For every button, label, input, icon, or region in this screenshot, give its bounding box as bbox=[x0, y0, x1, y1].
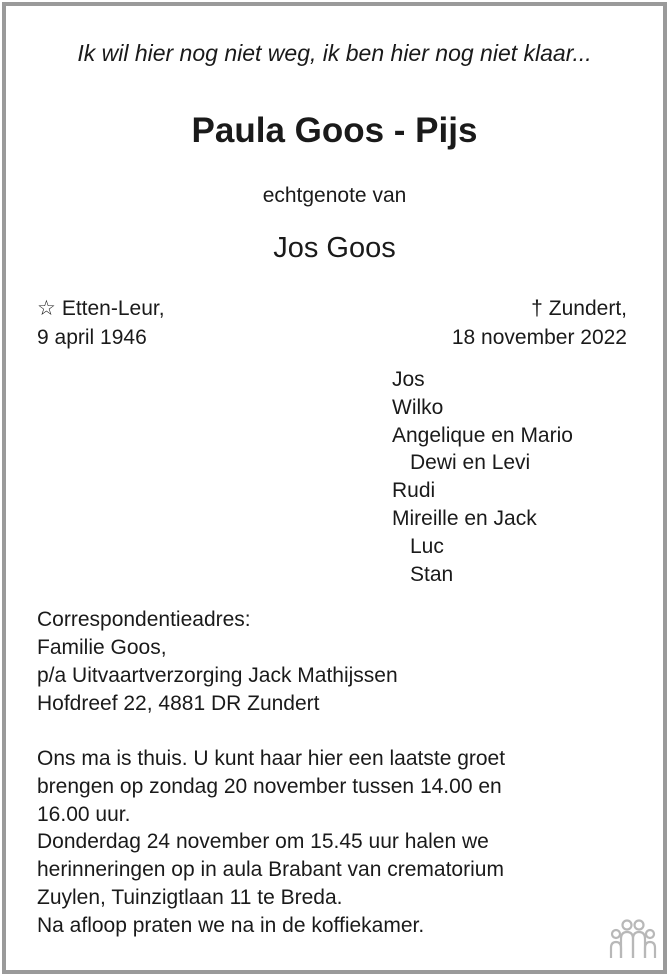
birth-place: Etten-Leur, bbox=[61, 297, 165, 320]
correspondence-line: p/a Uitvaartverzorging Jack Mathijssen bbox=[37, 664, 398, 687]
family-member: Wilko bbox=[392, 395, 444, 419]
correspondence-address bbox=[37, 606, 398, 718]
deceased-name: Paula Goos - Pijs bbox=[191, 111, 478, 150]
message-line: Donderdag 24 november om 15.45 uur halen we bbox=[37, 830, 489, 854]
message-line: 16.00 uur. bbox=[37, 802, 131, 826]
message-line: Ons ma is thuis. U kunt haar hier een laatste groet bbox=[37, 747, 506, 770]
message-line: Zuylen, Tuinzigtlaan 11 te Breda. bbox=[37, 885, 343, 909]
correspondence-line: Correspondentieadres: bbox=[37, 608, 251, 631]
funeral-message bbox=[37, 745, 505, 940]
family-member: Stan bbox=[410, 562, 454, 586]
death-date: 18 november 2022 bbox=[451, 326, 627, 349]
family-list bbox=[392, 366, 573, 588]
death-info bbox=[452, 294, 627, 352]
family-member: Angelique en Mario bbox=[392, 423, 573, 447]
family-member: Jos bbox=[392, 368, 425, 391]
message-line: brengen op zondag 20 november tussen 14.00 en bbox=[37, 774, 502, 798]
message-line: herinneringen op in aula Brabant van crematorium bbox=[37, 858, 504, 882]
cross-death-icon: † bbox=[531, 297, 543, 320]
death-place: Zundert, bbox=[548, 297, 627, 320]
birth-date: 9 april 1946 bbox=[37, 326, 147, 349]
correspondence-line: Hofdreef 22, 4881 DR Zundert bbox=[37, 692, 320, 715]
family-member: Rudi bbox=[392, 479, 436, 503]
birth-info bbox=[37, 294, 165, 352]
message-line: Na afloop praten we na in de koffiekamer. bbox=[37, 913, 425, 937]
family-member: Luc bbox=[410, 534, 444, 558]
relation-label: echtgenote van bbox=[262, 184, 407, 207]
people-group-icon bbox=[608, 918, 658, 962]
family-member: Dewi en Levi bbox=[410, 451, 531, 475]
motto: Ik wil hier nog niet weg, ik ben hier nog niet klaar... bbox=[77, 40, 592, 66]
correspondence-line: Familie Goos, bbox=[37, 636, 167, 659]
family-member: Mireille en Jack bbox=[392, 506, 537, 530]
star-birth-icon: ☆ bbox=[37, 297, 56, 320]
spouse-name: Jos Goos bbox=[273, 232, 396, 264]
